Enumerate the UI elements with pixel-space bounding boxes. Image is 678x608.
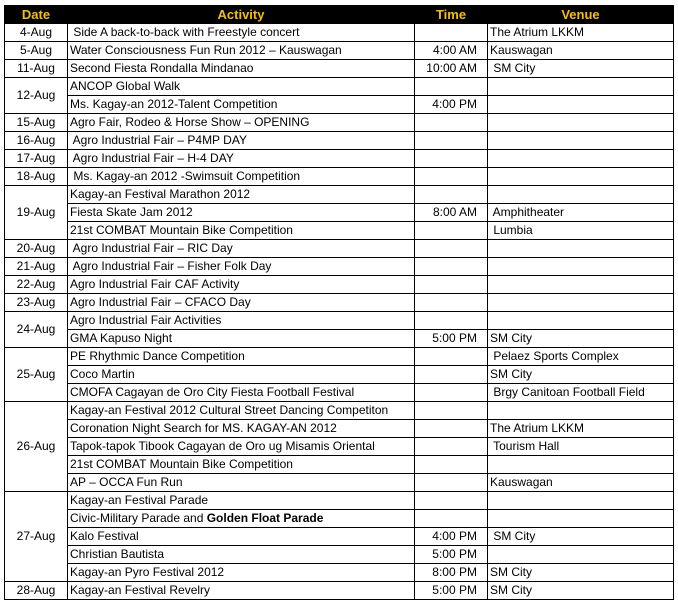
activity-cell <box>68 564 415 582</box>
venue-cell: SM City <box>488 528 674 546</box>
venue-cell <box>488 402 674 420</box>
activity-text: Christian Bautista <box>70 547 165 561</box>
activity-text: Ms. Kagay-an 2012-Talent Competition <box>70 97 278 111</box>
header-date: Date <box>5 6 68 24</box>
time-cell <box>415 456 488 474</box>
venue-cell: Amphitheater <box>488 204 674 222</box>
activity-cell <box>68 420 415 438</box>
date-cell: 23-Aug <box>5 294 68 312</box>
venue-cell <box>488 240 674 258</box>
table-row <box>5 420 674 438</box>
table-row <box>5 294 674 312</box>
time-cell <box>415 258 488 276</box>
date-cell: 5-Aug <box>5 42 68 60</box>
header-activity: Activity <box>68 6 415 24</box>
table-row <box>5 528 674 546</box>
activity-text: Ms. Kagay-an 2012 -Swimsuit Competition <box>70 169 301 183</box>
date-cell: 18-Aug <box>5 168 68 186</box>
time-cell <box>415 114 488 132</box>
table-row <box>5 222 674 240</box>
activity-text: Agro Industrial Fair Activities <box>70 313 222 327</box>
table-row <box>5 24 674 42</box>
activity-text: Kalo Festival <box>70 529 139 543</box>
activity-text: Fiesta Skate Jam 2012 <box>70 205 193 219</box>
table-row <box>5 384 674 402</box>
time-cell <box>415 276 488 294</box>
table-row <box>5 204 674 222</box>
activity-cell <box>68 384 415 402</box>
activity-text: PE Rhythmic Dance Competition <box>70 349 245 363</box>
activity-text: Kagay-an Festival Marathon 2012 <box>70 187 251 201</box>
table-row <box>5 150 674 168</box>
activity-cell <box>68 474 415 492</box>
venue-cell <box>488 168 674 186</box>
time-cell: 4:00 PM <box>415 96 488 114</box>
activity-cell <box>68 582 415 600</box>
activity-text: Agro Industrial Fair – H-4 DAY <box>70 151 234 165</box>
venue-cell <box>488 132 674 150</box>
venue-cell <box>488 276 674 294</box>
venue-cell: Tourism Hall <box>488 438 674 456</box>
activity-cell <box>68 132 415 150</box>
time-cell <box>415 186 488 204</box>
table-row <box>5 582 674 600</box>
activity-text: Kagay-an Pyro Festival 2012 <box>70 565 225 579</box>
date-cell: 27-Aug <box>5 492 68 582</box>
time-cell <box>415 420 488 438</box>
activity-cell <box>68 456 415 474</box>
venue-cell <box>488 492 674 510</box>
time-cell <box>415 150 488 168</box>
date-cell: 15-Aug <box>5 114 68 132</box>
activity-text: Civic-Military Parade and <box>70 511 207 525</box>
activity-text: Second Fiesta Rondalla Mindanao <box>70 61 254 75</box>
activity-text: Tapok-tapok Tibook Cagayan de Oro ug Misamis Oriental <box>70 439 375 453</box>
venue-cell <box>488 456 674 474</box>
table-row <box>5 492 674 510</box>
venue-cell <box>488 96 674 114</box>
table-row <box>5 114 674 132</box>
time-cell <box>415 168 488 186</box>
date-cell: 28-Aug <box>5 582 68 600</box>
date-cell: 11-Aug <box>5 60 68 78</box>
date-cell: 25-Aug <box>5 348 68 402</box>
activity-cell <box>68 312 415 330</box>
table-row <box>5 474 674 492</box>
time-cell <box>415 402 488 420</box>
activity-text: Agro Fair, Rodeo & Horse Show – OPENING <box>70 115 310 129</box>
venue-cell <box>488 312 674 330</box>
time-cell: 5:00 PM <box>415 546 488 564</box>
time-cell <box>415 474 488 492</box>
header-time: Time <box>415 6 488 24</box>
time-cell: 5:00 PM <box>415 582 488 600</box>
activity-cell <box>68 492 415 510</box>
activity-text: Kagay-an Festival 2012 Cultural Street Dancing Competiton <box>70 403 389 417</box>
table-row <box>5 546 674 564</box>
venue-cell: Kauswagan <box>488 474 674 492</box>
time-cell: 8:00 AM <box>415 204 488 222</box>
activity-cell <box>68 528 415 546</box>
table-row <box>5 132 674 150</box>
schedule-body <box>5 24 674 600</box>
activity-text: 21st COMBAT Mountain Bike Competition <box>70 223 293 237</box>
table-row <box>5 366 674 384</box>
venue-cell: The Atrium LKKM <box>488 24 674 42</box>
activity-cell <box>68 204 415 222</box>
table-row <box>5 240 674 258</box>
activity-cell <box>68 60 415 78</box>
schedule-table-wrapper <box>4 5 674 600</box>
activity-text: Agro Industrial Fair CAF Activity <box>70 277 240 291</box>
activity-cell <box>68 78 415 96</box>
date-cell: 24-Aug <box>5 312 68 348</box>
venue-cell <box>488 78 674 96</box>
table-row <box>5 456 674 474</box>
activity-cell <box>68 150 415 168</box>
time-cell <box>415 384 488 402</box>
time-cell <box>415 492 488 510</box>
venue-cell: Lumbia <box>488 222 674 240</box>
date-cell: 20-Aug <box>5 240 68 258</box>
activity-text: Agro Industrial Fair – CFACO Day <box>70 295 251 309</box>
activity-cell <box>68 240 415 258</box>
date-cell: 16-Aug <box>5 132 68 150</box>
activity-text: Coco Martin <box>70 367 135 381</box>
festival-schedule-table <box>4 5 674 600</box>
time-cell <box>415 24 488 42</box>
venue-cell <box>488 150 674 168</box>
activity-cell <box>68 168 415 186</box>
activity-text: Kagay-an Festival Revelry <box>70 583 211 597</box>
time-cell <box>415 222 488 240</box>
activity-cell <box>68 438 415 456</box>
activity-text: GMA Kapuso Night <box>70 331 173 345</box>
time-cell <box>415 348 488 366</box>
date-cell: 12-Aug <box>5 78 68 114</box>
activity-cell <box>68 348 415 366</box>
table-row <box>5 276 674 294</box>
table-row <box>5 438 674 456</box>
table-row <box>5 60 674 78</box>
activity-cell <box>68 42 415 60</box>
venue-cell: Kauswagan <box>488 42 674 60</box>
activity-text: Agro Industrial Fair – RIC Day <box>70 241 233 255</box>
activity-text: Coronation Night Search for MS. KAGAY-AN 2012 <box>70 421 337 435</box>
activity-text: Agro Industrial Fair – P4MP DAY <box>70 133 247 147</box>
table-row <box>5 330 674 348</box>
date-cell: 17-Aug <box>5 150 68 168</box>
venue-cell <box>488 258 674 276</box>
activity-cell <box>68 24 415 42</box>
date-cell: 22-Aug <box>5 276 68 294</box>
venue-cell: Pelaez Sports Complex <box>488 348 674 366</box>
activity-cell <box>68 510 415 528</box>
date-cell: 4-Aug <box>5 24 68 42</box>
time-cell <box>415 312 488 330</box>
activity-cell <box>68 330 415 348</box>
table-row <box>5 510 674 528</box>
time-cell: 10:00 AM <box>415 60 488 78</box>
table-row <box>5 348 674 366</box>
venue-cell <box>488 510 674 528</box>
time-cell <box>415 510 488 528</box>
table-row <box>5 78 674 96</box>
activity-text: CMOFA Cagayan de Oro City Fiesta Football Festival <box>70 385 355 399</box>
venue-cell: SM City <box>488 330 674 348</box>
venue-cell <box>488 186 674 204</box>
venue-cell: Brgy Canitoan Football Field <box>488 384 674 402</box>
time-cell <box>415 240 488 258</box>
venue-cell <box>488 546 674 564</box>
venue-cell: The Atrium LKKM <box>488 420 674 438</box>
venue-cell: SM City <box>488 366 674 384</box>
date-cell: 26-Aug <box>5 402 68 492</box>
activity-cell <box>68 546 415 564</box>
table-row <box>5 186 674 204</box>
time-cell: 4:00 PM <box>415 528 488 546</box>
time-cell: 4:00 AM <box>415 42 488 60</box>
venue-cell: SM City <box>488 60 674 78</box>
activity-cell <box>68 366 415 384</box>
activity-text: Kagay-an Festival Parade <box>70 493 209 507</box>
date-cell: 19-Aug <box>5 186 68 240</box>
time-cell: 8:00 PM <box>415 564 488 582</box>
table-row <box>5 96 674 114</box>
activity-cell <box>68 258 415 276</box>
activity-cell <box>68 402 415 420</box>
activity-cell <box>68 114 415 132</box>
activity-cell <box>68 186 415 204</box>
time-cell <box>415 294 488 312</box>
activity-text: Side A back-to-back with Freestyle concert <box>70 25 300 39</box>
venue-cell: SM City <box>488 564 674 582</box>
activity-text: AP – OCCA Fun Run <box>70 475 183 489</box>
table-row <box>5 402 674 420</box>
activity-text: 21st COMBAT Mountain Bike Competition <box>70 457 293 471</box>
time-cell <box>415 132 488 150</box>
time-cell: 5:00 PM <box>415 330 488 348</box>
venue-cell <box>488 114 674 132</box>
time-cell <box>415 78 488 96</box>
table-row <box>5 564 674 582</box>
activity-text: Water Consciousness Fun Run 2012 – Kauswagan <box>70 43 342 57</box>
header-row <box>5 6 674 24</box>
activity-text: Agro Industrial Fair – Fisher Folk Day <box>70 259 272 273</box>
header-venue: Venue <box>488 6 674 24</box>
activity-cell <box>68 222 415 240</box>
time-cell <box>415 366 488 384</box>
time-cell <box>415 438 488 456</box>
activity-cell <box>68 294 415 312</box>
activity-text: ANCOP Global Walk <box>70 79 181 93</box>
table-row <box>5 168 674 186</box>
venue-cell <box>488 294 674 312</box>
venue-cell: SM City <box>488 582 674 600</box>
activity-cell <box>68 276 415 294</box>
activity-bold-text: Golden Float Parade <box>206 511 324 525</box>
date-cell: 21-Aug <box>5 258 68 276</box>
table-row <box>5 42 674 60</box>
table-row <box>5 258 674 276</box>
table-row <box>5 312 674 330</box>
activity-cell <box>68 96 415 114</box>
